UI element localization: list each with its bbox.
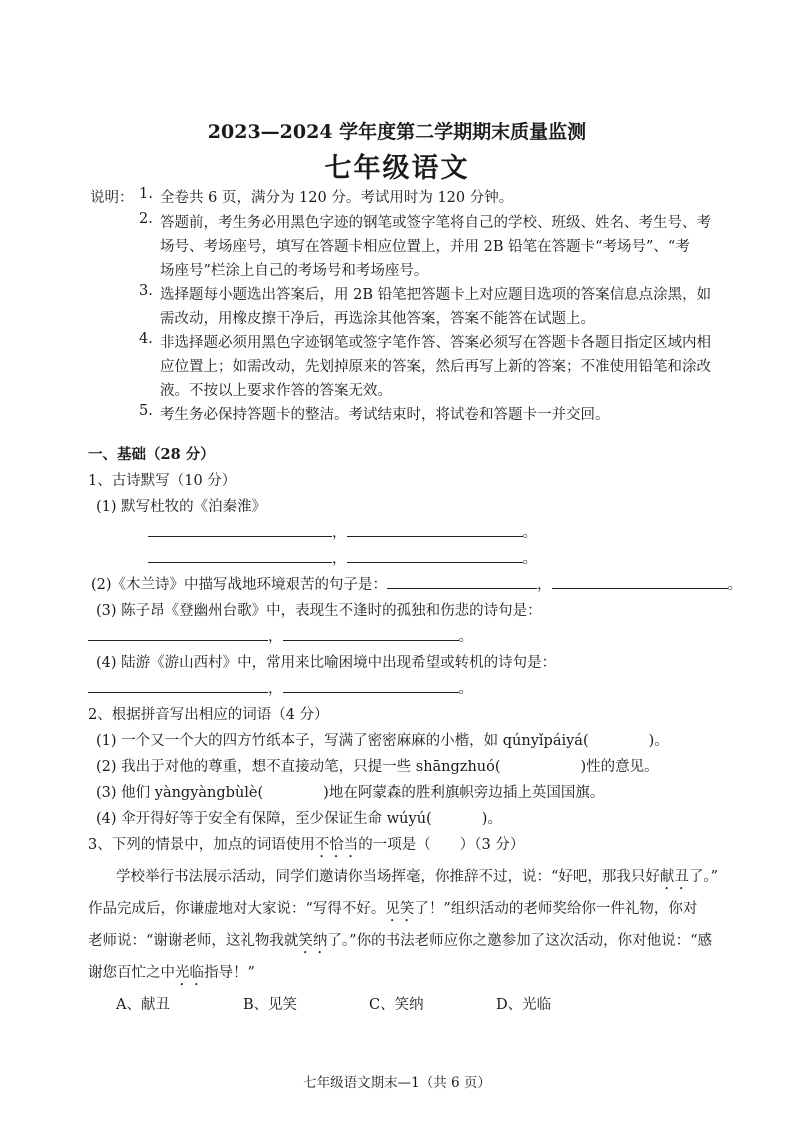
option-d[interactable]: D、光临 [496,997,552,1013]
instruction-num-4: 4. [139,331,153,347]
passage-text: 作品完成后，你谦虚地对大家说：“写得不好。 [88,901,386,917]
answer-line-row-3 [88,625,473,646]
period: 。 [458,629,473,645]
question-1-part-3: (3) 陈子昂《登幽州台歌》中，表现生不逢时的孤独和伤悲的诗句是： [96,603,542,619]
instruction-3-line-2: 需改动，用橡皮擦干净后，再选涂其他答案，答案不能答在试题上。 [160,311,595,327]
dotted-word: 见笑 [385,901,415,917]
passage-line-4 [88,961,255,989]
item-text: (4) 伞开得好等于安全有保障，至少保证生命 wúyú( [96,811,432,827]
passage-text: 了。” [688,869,719,885]
instruction-num-3: 3. [139,283,153,299]
passage-line-2 [88,897,697,925]
question-1-part-1: (1) 默写杜牧的《泊秦淮》 [96,499,267,515]
period: 。 [522,525,537,541]
item-text-end: )性的意见。 [580,759,659,775]
section-heading: 一、基础（28 分） [88,446,215,463]
question-1-part-4: (4) 陆游《游山西村》中，常用来比喻困境中出现希望或转机的诗句是： [96,655,557,671]
item-text-end: )地在阿蒙森的胜利旗帜旁边插上英国国旗。 [323,785,605,801]
q3-title-text: 3、下列的情景中，加点的词语使用 [88,837,315,853]
instruction-num-2: 2. [139,211,153,227]
answer-blank[interactable] [88,626,268,641]
dotted-word: 献丑 [659,869,689,885]
passage-line-1 [116,865,718,893]
instruction-2-line-2: 场号、考场座号，填写在答题卡相应位置上，并用 2B 铅笔在答题卡“考场号”、“考 [160,239,690,255]
question-1-part-2 [91,573,742,594]
instruction-4-line-2: 应位置上；如需改动，先划掉原来的答案，然后再写上新的答案；不准使用铅笔和涂改 [160,359,711,375]
exam-subject-title: 七年级语文 [324,153,470,184]
instruction-1-line-1: 全卷共 6 页，满分为 120 分。考试用时为 120 分钟。 [160,190,514,206]
comma: ， [268,681,283,697]
question-2-item-3 [96,781,604,802]
period: 。 [458,681,473,697]
dotted-word: 笑纳 [298,933,328,949]
passage-text: 老师说：“谢谢老师，这礼物我就 [88,933,299,949]
passage-text: 学校举行书法展示活动，同学们邀请你当场挥毫，你推辞不过，说：“好吧，那我只好 [116,869,660,885]
comma: ， [332,551,347,567]
instruction-5-line-1: 考生务必保持答题卡的整洁。考试结束时，将试卷和答题卡一并交回。 [160,407,610,423]
option-c[interactable]: C、笑纳 [369,997,424,1013]
question-2-item-2 [96,755,659,776]
answer-blank[interactable] [552,574,728,589]
instruction-2-line-3: 场座号”栏涂上自己的考场号和考场座号。 [160,263,429,279]
answer-line-row-1 [148,521,537,542]
comma: ， [332,525,347,541]
dotted-emphasis: 不恰当 [314,837,359,853]
question-2-item-1 [96,729,669,750]
instruction-4-line-1: 非选择题必须用黑色字迹钢笔或签字笔作答、答案必须写在答题卡各题目指定区域内相 [160,335,711,351]
dotted-word: 光临 [175,965,204,981]
exam-title: 2023—2024 学年度第二学期期末质量监测 [207,121,587,143]
answer-blank[interactable] [283,626,459,641]
comma: ， [537,577,552,593]
instruction-num-5: 5. [139,403,153,419]
passage-text: 了。”你的书法老师应你之邀参加了这次活动，你对他说：“感 [327,933,712,949]
passage-text: 了！”组织活动的老师奖给你一件礼物，你对 [414,901,698,917]
answer-blank[interactable] [387,574,537,589]
option-b[interactable]: B、见笑 [243,997,298,1013]
instruction-4-line-3: 液。不按以上要求作答的答案无效。 [160,383,392,399]
passage-text: 指导！” [204,965,255,981]
answer-blank[interactable] [88,678,268,693]
page-footer: 七年级语文期末—1（共 6 页） [303,1075,491,1091]
answer-blank[interactable] [347,522,523,537]
option-a[interactable]: A、献丑 [116,997,170,1013]
instruction-2-line-1: 答题前，考生务必用黑色字迹的钢笔或签字笔将自己的学校、班级、姓名、考生号、考 [160,215,711,231]
instruction-num-1: 1. [139,186,153,202]
answer-line-row-2 [148,547,537,568]
answer-blank[interactable] [148,522,332,537]
question-2-title: 2、根据拼音写出相应的词语（4 分） [88,707,329,723]
q3-title-end: 的一项是（ ）（3 分） [358,837,525,853]
passage-line-3 [88,929,712,957]
question-3-title [88,833,524,861]
question-1-part-2-text: (2)《木兰诗》中描写战地环境艰苦的句子是： [91,577,388,593]
item-text: (2) 我出于对他的尊重，想不直接动笔，只提一些 shāngzhuó( [96,759,501,775]
answer-blank[interactable] [148,548,332,563]
instructions-label: 说明： [90,190,134,206]
item-text-end: )。 [648,733,669,749]
item-text-end: )。 [481,811,502,827]
question-2-item-4 [96,807,502,828]
instruction-3-line-1: 选择题每小题选出答案后，用 2B 铅笔把答题卡上对应题目选项的答案信息点涂黑，如 [160,287,712,303]
period: 。 [522,551,537,567]
passage-text: 谢您百忙之中 [88,965,175,981]
question-1-title: 1、古诗默写（10 分） [88,473,237,489]
period: 。 [727,577,743,593]
item-text: (3) 他们 yàngyàngbùlè( [96,785,264,801]
answer-blank[interactable] [347,548,523,563]
answer-blank[interactable] [283,678,459,693]
comma: ， [268,629,283,645]
item-text: (1) 一个又一个大的四方竹纸本子，写满了密密麻麻的小楷，如 qúnyǐpáiyá( [96,733,589,749]
answer-line-row-4 [88,677,473,698]
